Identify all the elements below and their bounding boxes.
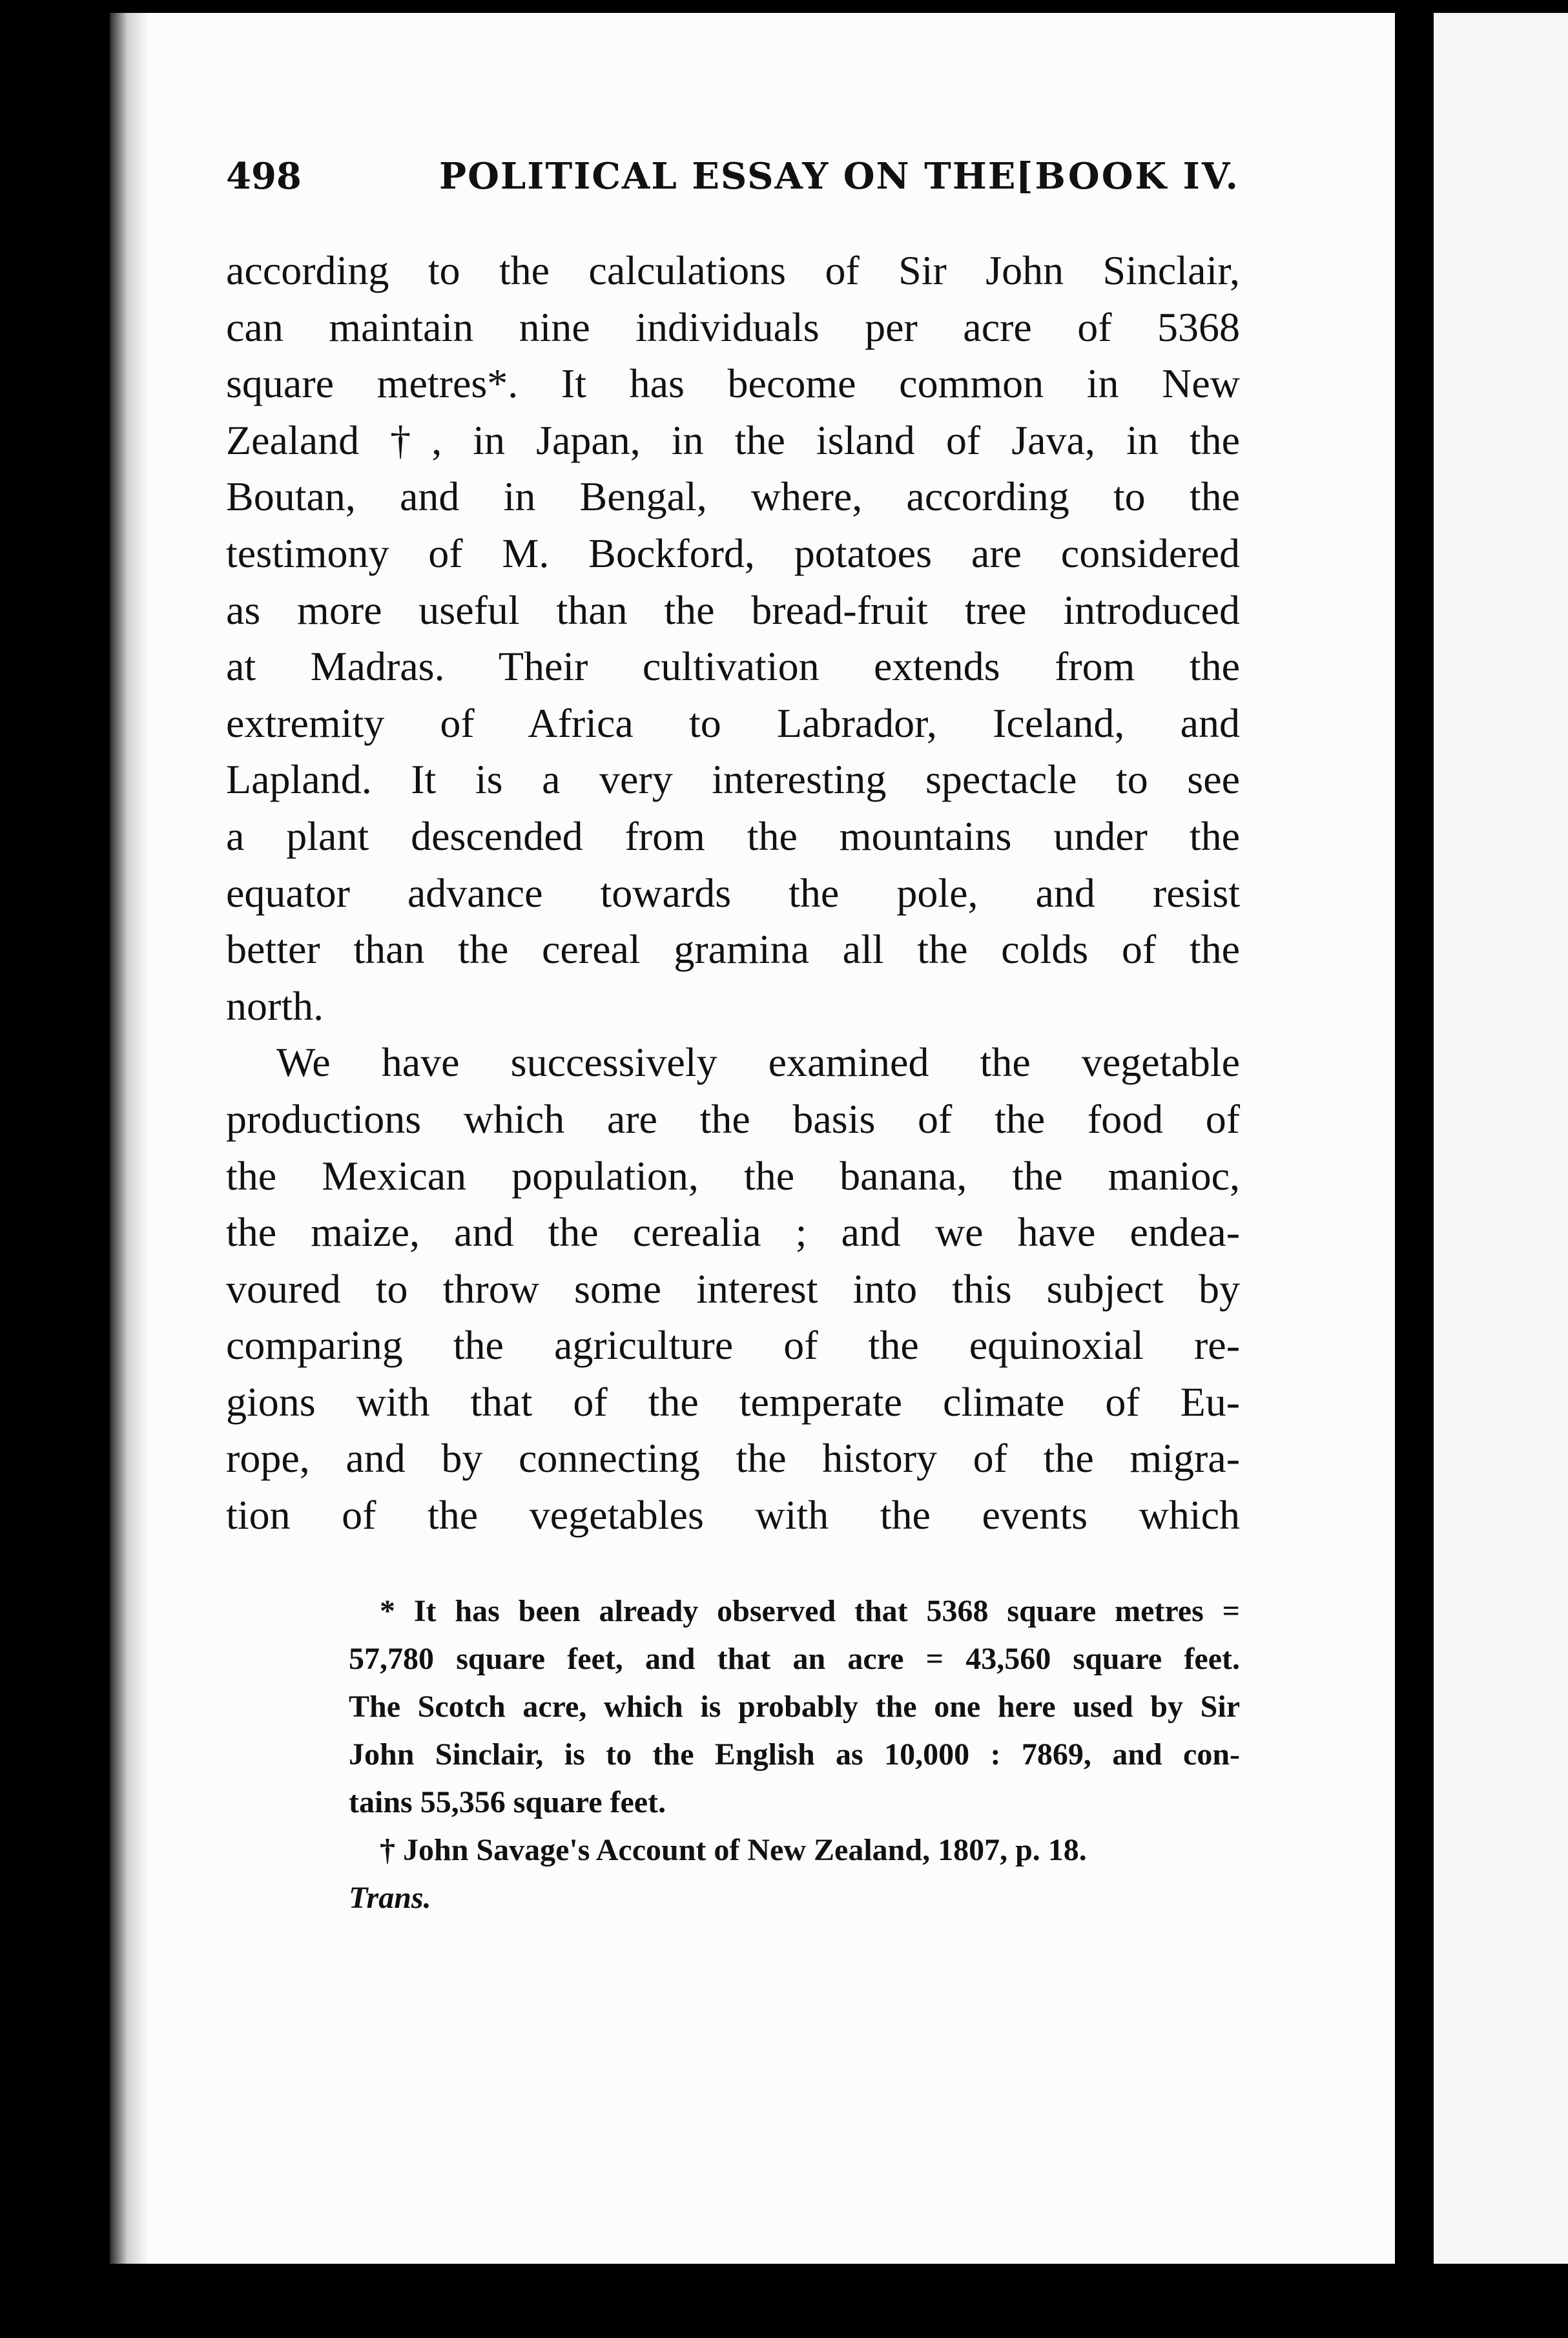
running-title: POLITICAL ESSAY ON THE — [439, 155, 1017, 198]
text-line: Zealand †, in Japan, in the island of Java, in the — [226, 417, 1240, 463]
text-line: productions which are the basis of the food of — [226, 1095, 1240, 1142]
text-line: better than the cereal gramina all the colds of the — [226, 926, 1240, 973]
footnote-line: † John Savage's Account of New Zealand, 1807, p. 18. — [380, 1833, 1087, 1867]
text-line: Lapland. It is a very interesting spectacle to see — [226, 756, 1240, 803]
text-line: Boutan, and in Bengal, where, according to the — [226, 473, 1240, 520]
text-line: can maintain nine individuals per acre of 5368 — [226, 304, 1240, 350]
page-header — [226, 155, 1240, 213]
adjacent-page-edge — [1434, 13, 1568, 2264]
text-line: the Mexican population, the banana, the manioc, — [226, 1152, 1240, 1199]
footnote-line: * It has been already observed that 5368 square metres = — [380, 1594, 1240, 1628]
binding-shadow — [110, 13, 149, 2264]
page-number: 498 — [226, 155, 302, 198]
text-line: gions with that of the temperate climate of Eu- — [226, 1378, 1240, 1425]
body-text — [226, 242, 1240, 1544]
footnote-line: John Sinclair, is to the English as 10,000 : 7869, and con- — [349, 1737, 1240, 1772]
text-line: extremity of Africa to Labrador, Iceland, and — [226, 699, 1240, 746]
text-line: at Madras. Their cultivation extends from the — [226, 643, 1240, 690]
text-line: square metres*. It has become common in New — [226, 360, 1240, 407]
footnote-line: tains 55,356 square feet. — [349, 1785, 666, 1819]
text-line: according to the calculations of Sir John Sinclair, — [226, 247, 1240, 293]
footnote-line: The Scotch acre, which is probably the one here used by Sir — [349, 1690, 1240, 1724]
text-line: rope, and by connecting the history of the migra- — [226, 1435, 1240, 1482]
paragraph-start-line: We have successively examined the vegetable — [276, 1039, 1240, 1086]
footnotes — [349, 1588, 1240, 1922]
text-line: voured to throw some interest into this subject by — [226, 1265, 1240, 1312]
text-line: north. — [226, 982, 324, 1029]
text-line: as more useful than the bread-fruit tree introduced — [226, 586, 1240, 633]
text-line: equator advance towards the pole, and resist — [226, 869, 1240, 916]
footnote-line: Trans. — [349, 1881, 431, 1915]
book-reference: [BOOK IV. — [1016, 155, 1240, 198]
text-line: testimony of M. Bockford, potatoes are considered — [226, 530, 1240, 576]
footnote-line: 57,780 square feet, and that an acre = 43,560 square feet. — [349, 1642, 1240, 1676]
text-line: the maize, and the cerealia ; and we have endea- — [226, 1209, 1240, 1256]
text-line: comparing the agriculture of the equinoxial re- — [226, 1322, 1240, 1369]
text-line: a plant descended from the mountains under the — [226, 812, 1240, 859]
text-line: tion of the vegetables with the events which — [226, 1492, 1240, 1538]
